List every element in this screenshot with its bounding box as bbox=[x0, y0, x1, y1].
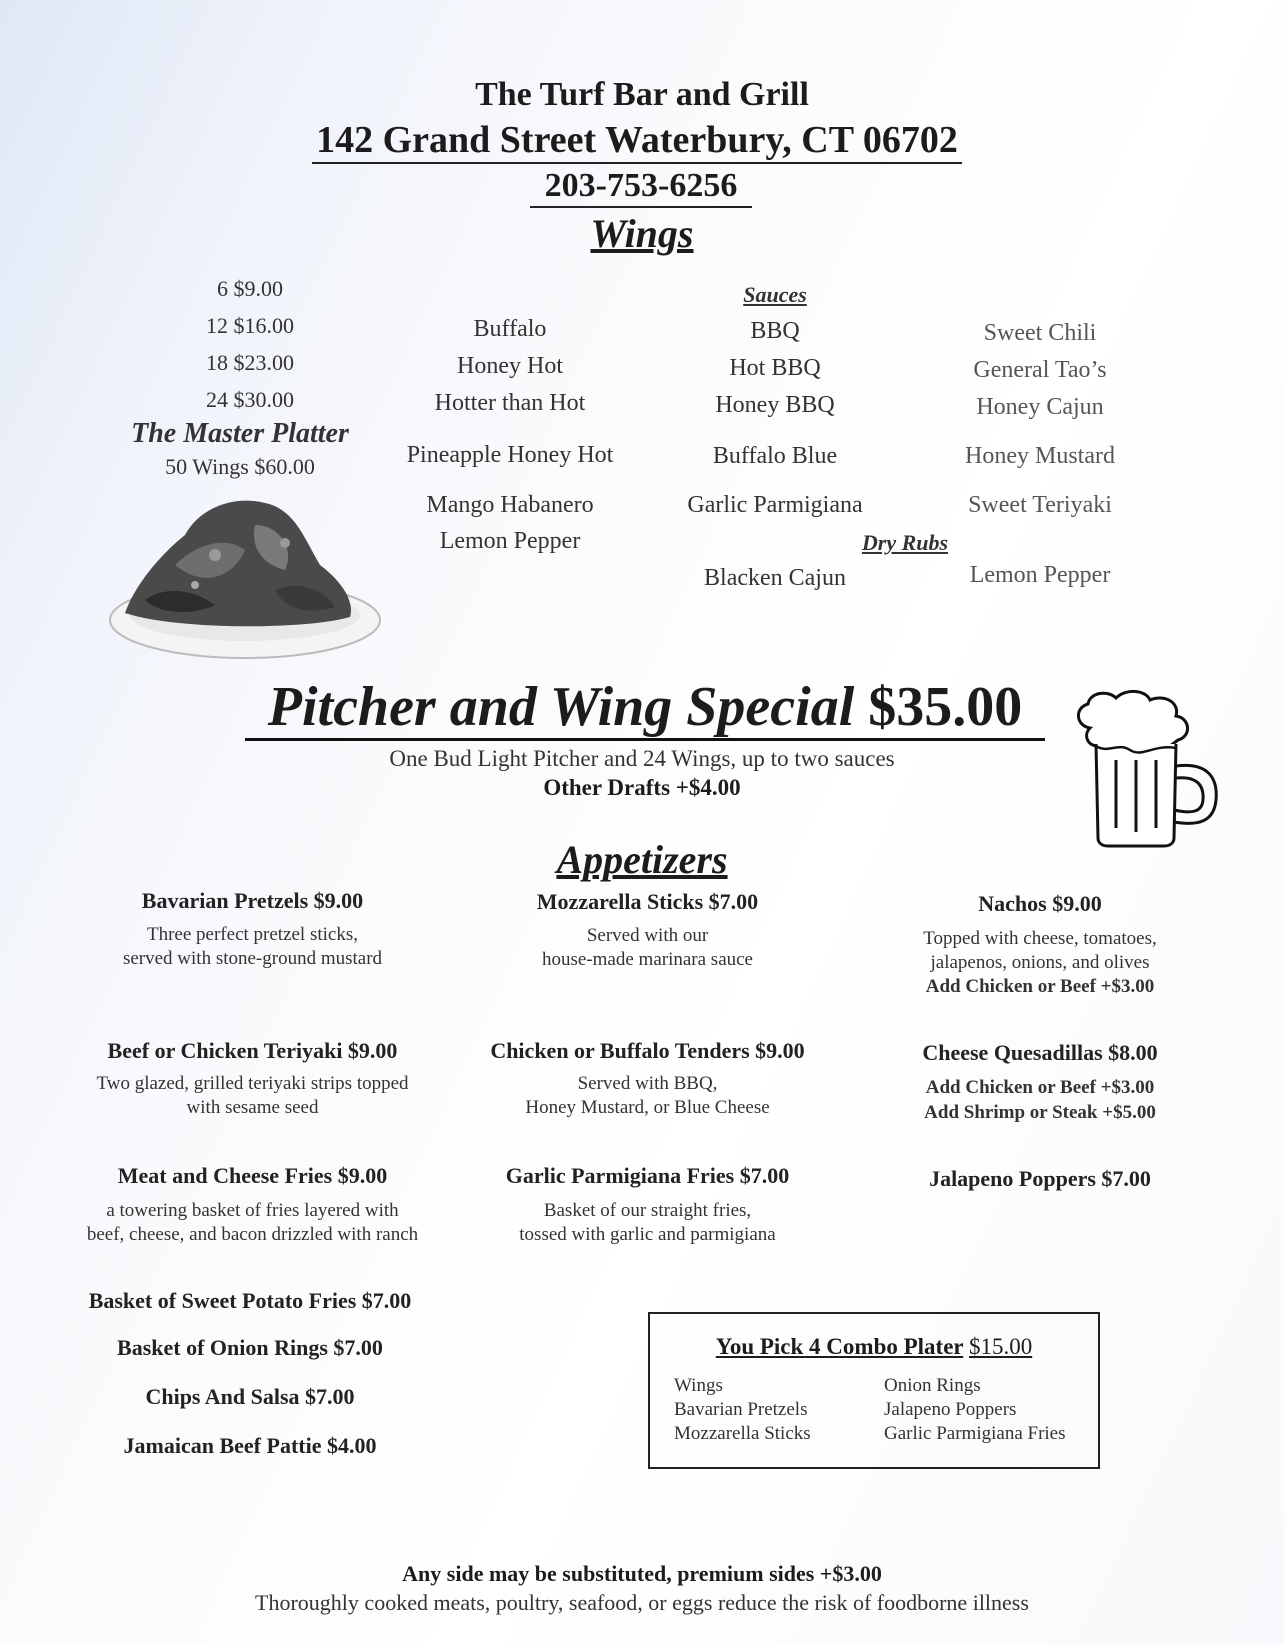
combo-option: Onion Rings bbox=[884, 1375, 981, 1396]
dry-rubs-heading: Dry Rubs bbox=[861, 530, 949, 555]
sauce-item: General Tao’s bbox=[973, 357, 1107, 383]
sauce-item: Mango Habanero bbox=[426, 492, 594, 518]
menu-item-desc: jalapenos, onions, and olives bbox=[930, 952, 1150, 973]
combo-option: Jalapeno Poppers bbox=[884, 1399, 1017, 1420]
sauce-item: Honey Mustard bbox=[965, 443, 1115, 469]
menu-item-desc: Topped with cheese, tomatoes, bbox=[923, 928, 1157, 949]
menu-item-desc: Basket of our straight fries, bbox=[543, 1200, 752, 1221]
special-description: One Bud Light Pitcher and 24 Wings, up to two sauces bbox=[389, 746, 895, 771]
menu-item-desc: beef, cheese, and bacon drizzled with ranch bbox=[86, 1224, 419, 1245]
sauce-item: Buffalo Blue bbox=[712, 443, 838, 469]
wings-plate-image bbox=[105, 495, 385, 670]
dry-rub-item: Lemon Pepper bbox=[969, 562, 1111, 588]
menu-item-name: Mozzarella Sticks $7.00 bbox=[536, 889, 759, 914]
side-item: Jamaican Beef Pattie $4.00 bbox=[123, 1433, 377, 1458]
sauce-item: Buffalo bbox=[473, 316, 547, 342]
address: 142 Grand Street Waterbury, CT 06702 bbox=[312, 118, 962, 164]
sauce-item: Honey BBQ bbox=[715, 392, 835, 418]
menu-item-addon: Add Chicken or Beef +$3.00 bbox=[925, 1077, 1155, 1098]
sauce-item: Garlic Parmigiana bbox=[687, 492, 863, 518]
menu-item-desc: Three perfect pretzel sticks, bbox=[147, 924, 358, 945]
wings-heading: Wings bbox=[590, 211, 694, 256]
menu-item-addon: Add Shrimp or Steak +$5.00 bbox=[924, 1102, 1156, 1123]
combo-option: Wings bbox=[674, 1375, 723, 1396]
menu-item-desc: Served with BBQ, bbox=[577, 1073, 718, 1094]
combo-box bbox=[648, 1312, 1100, 1469]
menu-item-name: Bavarian Pretzels $9.00 bbox=[141, 888, 364, 913]
phone-number: 203-753-6256 bbox=[530, 166, 752, 208]
sauce-item: Sweet Chili bbox=[983, 320, 1097, 346]
beer-mug-icon bbox=[1068, 688, 1238, 848]
substitution-note: Any side may be substituted, premium sides +$3.00 bbox=[402, 1561, 882, 1586]
special-name: Pitcher and Wing Special bbox=[267, 676, 855, 738]
side-item: Chips And Salsa $7.00 bbox=[145, 1384, 355, 1409]
food-safety-note: Thoroughly cooked meats, poultry, seafood, or eggs reduce the risk of foodborne illness bbox=[255, 1590, 1029, 1615]
menu-item-desc: a towering basket of fries layered with bbox=[106, 1200, 399, 1221]
menu-item-desc: Honey Mustard, or Blue Cheese bbox=[525, 1097, 770, 1118]
wing-price: 12 $16.00 bbox=[206, 313, 294, 338]
wing-price: 24 $30.00 bbox=[206, 387, 294, 412]
master-platter-title: The Master Platter bbox=[131, 418, 349, 449]
master-platter-desc: 50 Wings $60.00 bbox=[165, 454, 315, 479]
combo-name: You Pick 4 Combo Plater bbox=[715, 1334, 964, 1359]
menu-item-desc: served with stone-ground mustard bbox=[122, 948, 383, 969]
pitcher-special-title bbox=[245, 676, 1045, 741]
combo-option: Garlic Parmigiana Fries bbox=[884, 1423, 1066, 1444]
appetizers-heading: Appetizers bbox=[556, 837, 728, 882]
menu-item-name: Beef or Chicken Teriyaki $9.00 bbox=[107, 1038, 398, 1063]
sauce-item: Lemon Pepper bbox=[439, 528, 581, 554]
restaurant-name: The Turf Bar and Grill bbox=[475, 76, 809, 113]
wing-price: 6 $9.00 bbox=[217, 276, 283, 301]
side-item: Basket of Onion Rings $7.00 bbox=[117, 1335, 383, 1360]
menu-item-desc: house-made marinara sauce bbox=[541, 949, 753, 970]
sauces-heading: Sauces bbox=[743, 282, 807, 307]
menu-item-desc: Served with our bbox=[586, 925, 709, 946]
sauce-item: Pineapple Honey Hot bbox=[406, 442, 614, 468]
menu-item-desc: Two glazed, grilled teriyaki strips topped bbox=[96, 1073, 409, 1094]
menu-item-desc: with sesame seed bbox=[186, 1097, 319, 1118]
combo-title bbox=[650, 1334, 1098, 1360]
menu-item-name: Jalapeno Poppers $7.00 bbox=[929, 1166, 1151, 1191]
sauce-item: BBQ bbox=[750, 318, 800, 344]
special-other-drafts: Other Drafts +$4.00 bbox=[543, 775, 741, 800]
combo-option: Mozzarella Sticks bbox=[674, 1423, 811, 1444]
dry-rub-item: Blacken Cajun bbox=[704, 565, 846, 591]
menu-item-name: Cheese Quesadillas $8.00 bbox=[922, 1040, 1158, 1065]
side-item: Basket of Sweet Potato Fries $7.00 bbox=[88, 1288, 412, 1313]
sauce-item: Hot BBQ bbox=[729, 355, 821, 381]
menu-item-desc: tossed with garlic and parmigiana bbox=[519, 1224, 776, 1245]
menu-item-name: Chicken or Buffalo Tenders $9.00 bbox=[490, 1038, 805, 1063]
wing-price: 18 $23.00 bbox=[206, 350, 294, 375]
special-price: $35.00 bbox=[868, 676, 1023, 738]
menu-item-name: Garlic Parmigiana Fries $7.00 bbox=[505, 1163, 790, 1188]
menu-item-addon: Add Chicken or Beef +$3.00 bbox=[925, 976, 1155, 997]
combo-price: $15.00 bbox=[968, 1334, 1033, 1359]
sauce-item: Honey Hot bbox=[457, 353, 563, 379]
menu-item-name: Meat and Cheese Fries $9.00 bbox=[117, 1163, 388, 1188]
sauce-item: Sweet Teriyaki bbox=[968, 492, 1112, 518]
menu-item-name: Nachos $9.00 bbox=[978, 891, 1102, 916]
combo-option: Bavarian Pretzels bbox=[674, 1399, 808, 1420]
sauce-item: Honey Cajun bbox=[976, 394, 1104, 420]
sauce-item: Hotter than Hot bbox=[434, 390, 586, 416]
